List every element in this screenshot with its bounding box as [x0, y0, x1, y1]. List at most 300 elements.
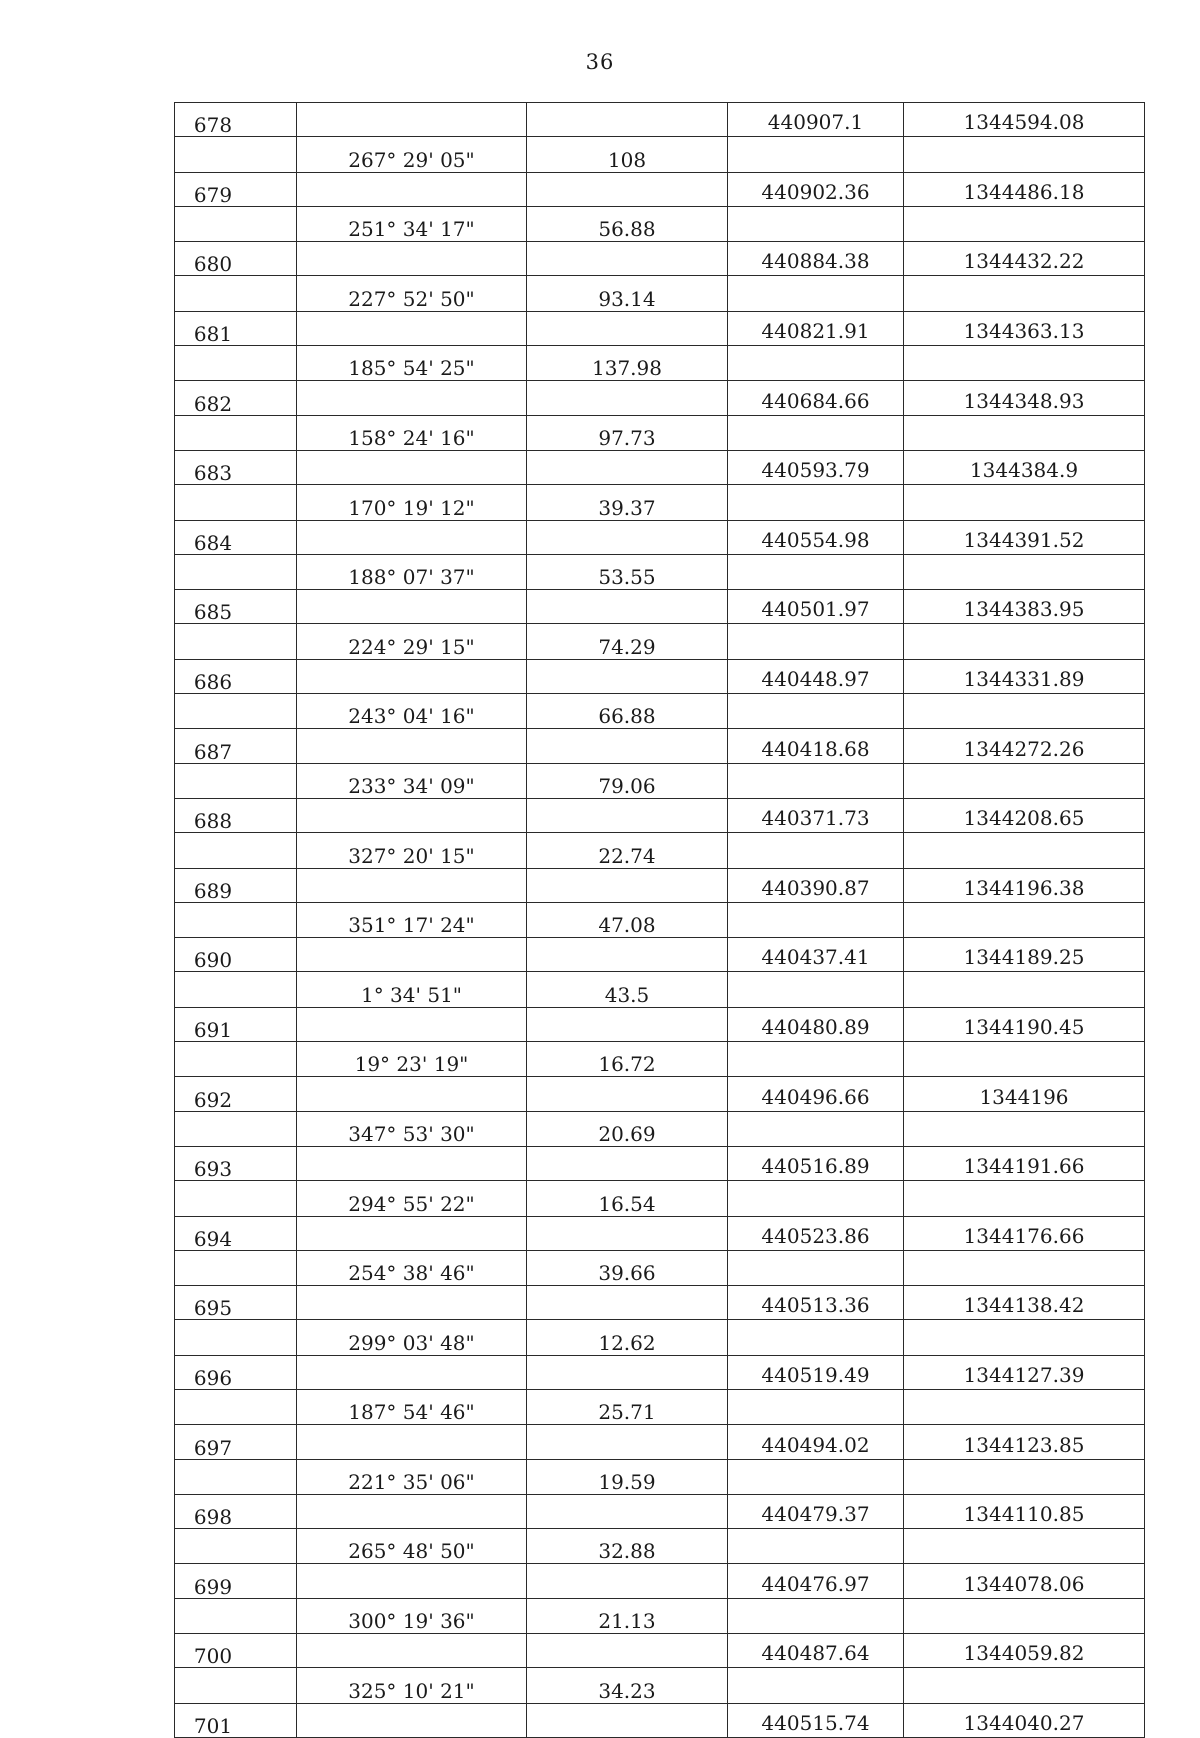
table-row-course [175, 1042, 1145, 1077]
table-row-course [175, 206, 1145, 241]
easting-cell: 1344078.06 [904, 1564, 1145, 1598]
table-row-course [175, 972, 1145, 1007]
point-number-cell [175, 381, 297, 415]
bearing-cell: 221° 35' 06" [297, 1459, 527, 1494]
northing-cell: 440516.89 [728, 1146, 904, 1180]
easting-cell: 1344384.9 [904, 450, 1145, 484]
table-row-course [175, 833, 1145, 868]
distance-cell [527, 242, 728, 276]
bearing-cell: 188° 07' 37" [297, 554, 527, 589]
bearing-cell [297, 1703, 527, 1737]
northing-cell [728, 346, 904, 381]
distance-cell [527, 729, 728, 763]
easting-cell: 1344138.42 [904, 1286, 1145, 1320]
northing-cell [728, 1181, 904, 1216]
distance-cell: 39.37 [527, 485, 728, 520]
bearing-cell: 1° 34' 51" [297, 972, 527, 1007]
easting-cell: 1344110.85 [904, 1494, 1145, 1528]
easting-cell [904, 1250, 1145, 1285]
northing-cell [728, 1389, 904, 1424]
northing-cell: 440519.49 [728, 1355, 904, 1389]
northing-cell: 440554.98 [728, 520, 904, 554]
distance-cell [527, 1703, 728, 1737]
easting-cell: 1344594.08 [904, 103, 1145, 137]
point-number-cell [175, 1216, 297, 1250]
easting-cell [904, 902, 1145, 937]
easting-cell: 1344190.45 [904, 1007, 1145, 1041]
distance-cell: 56.88 [527, 206, 728, 241]
point-number-cell [175, 1459, 297, 1494]
bearing-cell: 233° 34' 09" [297, 763, 527, 798]
point-number-cell [175, 242, 297, 276]
point-number-text: 682 [193, 391, 233, 416]
bearing-cell: 325° 10' 21" [297, 1668, 527, 1703]
distance-cell: 39.66 [527, 1250, 728, 1285]
table-row-course [175, 1459, 1145, 1494]
northing-cell: 440523.86 [728, 1216, 904, 1250]
distance-cell: 12.62 [527, 1320, 728, 1355]
distance-cell: 108 [527, 137, 728, 172]
point-number-cell [175, 1529, 297, 1564]
bearing-cell: 351° 17' 24" [297, 902, 527, 937]
distance-cell: 66.88 [527, 694, 728, 729]
bearing-cell: 251° 34' 17" [297, 206, 527, 241]
table-row-point [175, 450, 1145, 484]
distance-cell: 25.71 [527, 1389, 728, 1424]
table-row-course [175, 1598, 1145, 1633]
distance-cell [527, 450, 728, 484]
distance-cell [527, 103, 728, 137]
point-number-text: 690 [193, 948, 233, 973]
bearing-cell: 327° 20' 15" [297, 833, 527, 868]
table-row-point [175, 729, 1145, 763]
northing-cell: 440479.37 [728, 1494, 904, 1528]
point-number-text: 696 [193, 1365, 233, 1390]
table-row-course [175, 1389, 1145, 1424]
easting-cell [904, 1389, 1145, 1424]
distance-cell: 97.73 [527, 415, 728, 450]
distance-cell: 47.08 [527, 902, 728, 937]
northing-cell: 440501.97 [728, 590, 904, 624]
distance-cell: 32.88 [527, 1529, 728, 1564]
point-number-text: 688 [193, 809, 233, 834]
bearing-cell: 267° 29' 05" [297, 137, 527, 172]
table-row-point [175, 1216, 1145, 1250]
point-number-cell [175, 798, 297, 832]
bearing-cell [297, 1216, 527, 1250]
easting-cell [904, 1598, 1145, 1633]
bearing-cell [297, 590, 527, 624]
point-number-cell [175, 833, 297, 868]
easting-cell [904, 694, 1145, 729]
point-number-cell [175, 520, 297, 554]
bearing-cell [297, 798, 527, 832]
northing-cell [728, 763, 904, 798]
table-row-point [175, 1146, 1145, 1180]
northing-cell: 440515.74 [728, 1703, 904, 1737]
northing-cell [728, 1529, 904, 1564]
table-row-point [175, 868, 1145, 902]
northing-cell [728, 833, 904, 868]
point-number-cell [175, 172, 297, 206]
distance-cell [527, 1425, 728, 1459]
distance-cell: 43.5 [527, 972, 728, 1007]
point-number-cell [175, 1668, 297, 1703]
distance-cell: 34.23 [527, 1668, 728, 1703]
table-row-point [175, 798, 1145, 832]
easting-cell: 1344196 [904, 1077, 1145, 1111]
bearing-cell: 347° 53' 30" [297, 1111, 527, 1146]
easting-cell [904, 206, 1145, 241]
point-number-cell [175, 624, 297, 659]
point-number-cell [175, 729, 297, 763]
distance-cell [527, 520, 728, 554]
bearing-cell: 294° 55' 22" [297, 1181, 527, 1216]
easting-cell: 1344176.66 [904, 1216, 1145, 1250]
bearing-cell [297, 1077, 527, 1111]
northing-cell [728, 206, 904, 241]
bearing-cell: 187° 54' 46" [297, 1389, 527, 1424]
northing-cell [728, 902, 904, 937]
table-row-course [175, 624, 1145, 659]
table-row-point [175, 103, 1145, 137]
easting-cell: 1344348.93 [904, 381, 1145, 415]
bearing-cell: 254° 38' 46" [297, 1250, 527, 1285]
table-row-point [175, 1564, 1145, 1598]
easting-cell [904, 1320, 1145, 1355]
bearing-cell [297, 1634, 527, 1668]
distance-cell [527, 798, 728, 832]
table-row-course [175, 1529, 1145, 1564]
point-number-cell [175, 206, 297, 241]
point-number-cell [175, 1077, 297, 1111]
easting-cell: 1344040.27 [904, 1703, 1145, 1737]
easting-cell: 1344331.89 [904, 659, 1145, 693]
point-number-text: 685 [193, 600, 233, 625]
distance-cell [527, 1355, 728, 1389]
point-number-cell [175, 1007, 297, 1041]
easting-cell: 1344391.52 [904, 520, 1145, 554]
northing-cell [728, 1250, 904, 1285]
distance-cell: 19.59 [527, 1459, 728, 1494]
point-number-text: 692 [193, 1087, 233, 1112]
bearing-cell [297, 1425, 527, 1459]
point-number-cell [175, 103, 297, 137]
bearing-cell [297, 311, 527, 345]
point-number-cell [175, 1286, 297, 1320]
bearing-cell [297, 381, 527, 415]
bearing-cell [297, 868, 527, 902]
easting-cell: 1344208.65 [904, 798, 1145, 832]
point-number-cell [175, 346, 297, 381]
easting-cell [904, 554, 1145, 589]
distance-cell: 93.14 [527, 276, 728, 311]
bearing-cell [297, 1007, 527, 1041]
northing-cell [728, 415, 904, 450]
point-number-cell [175, 1355, 297, 1389]
point-number-cell [175, 1389, 297, 1424]
distance-cell: 20.69 [527, 1111, 728, 1146]
easting-cell [904, 415, 1145, 450]
northing-cell [728, 276, 904, 311]
table-row-point [175, 381, 1145, 415]
point-number-text: 680 [193, 252, 233, 277]
point-number-text: 695 [193, 1296, 233, 1321]
easting-cell [904, 485, 1145, 520]
table-row-course [175, 346, 1145, 381]
bearing-cell: 170° 19' 12" [297, 485, 527, 520]
point-number-cell [175, 554, 297, 589]
northing-cell: 440907.1 [728, 103, 904, 137]
table-row-course [175, 694, 1145, 729]
easting-cell: 1344123.85 [904, 1425, 1145, 1459]
northing-cell [728, 1598, 904, 1633]
northing-cell [728, 1459, 904, 1494]
point-number-cell [175, 1425, 297, 1459]
easting-cell [904, 1111, 1145, 1146]
table-row-point [175, 1007, 1145, 1041]
point-number-cell [175, 450, 297, 484]
distance-cell [527, 659, 728, 693]
point-number-cell [175, 694, 297, 729]
point-number-cell [175, 659, 297, 693]
northing-cell [728, 1668, 904, 1703]
bearing-cell [297, 172, 527, 206]
table-row-course [175, 485, 1145, 520]
table-row-course [175, 276, 1145, 311]
distance-cell: 21.13 [527, 1598, 728, 1633]
easting-cell: 1344196.38 [904, 868, 1145, 902]
table-row-point [175, 242, 1145, 276]
bearing-cell [297, 103, 527, 137]
bearing-cell [297, 1564, 527, 1598]
northing-cell: 440371.73 [728, 798, 904, 832]
point-number-text: 694 [193, 1226, 233, 1251]
distance-cell [527, 938, 728, 972]
bearing-cell [297, 1494, 527, 1528]
bearing-cell: 19° 23' 19" [297, 1042, 527, 1077]
northing-cell: 440437.41 [728, 938, 904, 972]
distance-cell [527, 311, 728, 345]
table-row-course [175, 415, 1145, 450]
northing-cell [728, 1111, 904, 1146]
distance-cell [527, 1007, 728, 1041]
northing-cell [728, 1042, 904, 1077]
northing-cell: 440821.91 [728, 311, 904, 345]
page-number: 36 [585, 50, 615, 74]
table-row-point [175, 938, 1145, 972]
table-row-point [175, 1634, 1145, 1668]
point-number-cell [175, 311, 297, 345]
easting-cell [904, 346, 1145, 381]
point-number-text: 687 [193, 739, 233, 764]
table-row-point [175, 520, 1145, 554]
easting-cell [904, 972, 1145, 1007]
northing-cell: 440496.66 [728, 1077, 904, 1111]
easting-cell: 1344383.95 [904, 590, 1145, 624]
table-row-point [175, 659, 1145, 693]
table-row-course [175, 1181, 1145, 1216]
point-number-cell [175, 938, 297, 972]
point-number-text: 698 [193, 1505, 233, 1530]
northing-cell: 440684.66 [728, 381, 904, 415]
point-number-cell [175, 1042, 297, 1077]
easting-cell: 1344191.66 [904, 1146, 1145, 1180]
point-number-text: 701 [193, 1713, 233, 1738]
point-number-cell [175, 137, 297, 172]
bearing-cell [297, 1146, 527, 1180]
distance-cell: 74.29 [527, 624, 728, 659]
bearing-cell [297, 242, 527, 276]
table-row-point [175, 590, 1145, 624]
bearing-cell [297, 450, 527, 484]
point-number-text: 683 [193, 461, 233, 486]
distance-cell [527, 172, 728, 206]
northing-cell: 440390.87 [728, 868, 904, 902]
northing-cell [728, 972, 904, 1007]
bearing-cell: 227° 52' 50" [297, 276, 527, 311]
distance-cell: 53.55 [527, 554, 728, 589]
northing-cell [728, 1320, 904, 1355]
bearing-cell [297, 1286, 527, 1320]
bearing-cell: 158° 24' 16" [297, 415, 527, 450]
point-number-text: 689 [193, 878, 233, 903]
point-number-text: 678 [193, 113, 233, 138]
bearing-cell [297, 729, 527, 763]
easting-cell [904, 276, 1145, 311]
point-number-cell [175, 590, 297, 624]
easting-cell: 1344272.26 [904, 729, 1145, 763]
distance-cell: 16.54 [527, 1181, 728, 1216]
point-number-cell [175, 1703, 297, 1737]
survey-coordinates-table [174, 102, 1145, 1738]
northing-cell: 440480.89 [728, 1007, 904, 1041]
table-row-point [175, 311, 1145, 345]
bearing-cell: 185° 54' 25" [297, 346, 527, 381]
point-number-text: 693 [193, 1157, 233, 1182]
distance-cell [527, 1564, 728, 1598]
point-number-text: 686 [193, 670, 233, 695]
table-row-course [175, 1111, 1145, 1146]
distance-cell [527, 868, 728, 902]
distance-cell [527, 590, 728, 624]
northing-cell: 440513.36 [728, 1286, 904, 1320]
table-row-point [175, 1355, 1145, 1389]
bearing-cell [297, 1355, 527, 1389]
point-number-cell [175, 415, 297, 450]
distance-cell [527, 1494, 728, 1528]
distance-cell: 22.74 [527, 833, 728, 868]
bearing-cell: 299° 03' 48" [297, 1320, 527, 1355]
easting-cell: 1344363.13 [904, 311, 1145, 345]
easting-cell [904, 1181, 1145, 1216]
northing-cell [728, 624, 904, 659]
distance-cell [527, 1634, 728, 1668]
easting-cell: 1344486.18 [904, 172, 1145, 206]
table-row-course [175, 1320, 1145, 1355]
northing-cell: 440494.02 [728, 1425, 904, 1459]
distance-cell [527, 1146, 728, 1180]
easting-cell [904, 1529, 1145, 1564]
easting-cell: 1344189.25 [904, 938, 1145, 972]
survey-table-container [174, 102, 1144, 1738]
table-row-course [175, 902, 1145, 937]
bearing-cell: 224° 29' 15" [297, 624, 527, 659]
northing-cell: 440902.36 [728, 172, 904, 206]
table-row-course [175, 554, 1145, 589]
distance-cell [527, 1077, 728, 1111]
bearing-cell: 265° 48' 50" [297, 1529, 527, 1564]
point-number-text: 691 [193, 1018, 233, 1043]
easting-cell: 1344127.39 [904, 1355, 1145, 1389]
northing-cell: 440593.79 [728, 450, 904, 484]
point-number-cell [175, 1634, 297, 1668]
table-row-point [175, 1703, 1145, 1737]
point-number-text: 681 [193, 322, 233, 347]
northing-cell [728, 694, 904, 729]
easting-cell [904, 624, 1145, 659]
bearing-cell [297, 520, 527, 554]
point-number-cell [175, 1181, 297, 1216]
point-number-cell [175, 1250, 297, 1285]
easting-cell [904, 137, 1145, 172]
northing-cell: 440476.97 [728, 1564, 904, 1598]
northing-cell [728, 137, 904, 172]
point-number-cell [175, 868, 297, 902]
northing-cell: 440487.64 [728, 1634, 904, 1668]
distance-cell [527, 1216, 728, 1250]
easting-cell [904, 1042, 1145, 1077]
distance-cell [527, 381, 728, 415]
bearing-cell: 243° 04' 16" [297, 694, 527, 729]
easting-cell [904, 1459, 1145, 1494]
northing-cell: 440448.97 [728, 659, 904, 693]
point-number-cell [175, 1111, 297, 1146]
distance-cell [527, 1286, 728, 1320]
point-number-cell [175, 1320, 297, 1355]
point-number-text: 697 [193, 1435, 233, 1460]
point-number-text: 679 [193, 182, 233, 207]
table-row-point [175, 1494, 1145, 1528]
point-number-cell [175, 763, 297, 798]
survey-table-body [175, 103, 1145, 1738]
easting-cell [904, 763, 1145, 798]
distance-cell: 16.72 [527, 1042, 728, 1077]
bearing-cell [297, 659, 527, 693]
point-number-text: 700 [193, 1644, 233, 1669]
point-number-text: 699 [193, 1574, 233, 1599]
table-row-point [175, 1286, 1145, 1320]
northing-cell [728, 554, 904, 589]
point-number-cell [175, 1146, 297, 1180]
table-row-point [175, 1077, 1145, 1111]
northing-cell: 440884.38 [728, 242, 904, 276]
table-row-course [175, 1250, 1145, 1285]
northing-cell: 440418.68 [728, 729, 904, 763]
distance-cell: 137.98 [527, 346, 728, 381]
table-row-point [175, 172, 1145, 206]
point-number-cell [175, 972, 297, 1007]
point-number-cell [175, 902, 297, 937]
table-row-course [175, 1668, 1145, 1703]
easting-cell: 1344432.22 [904, 242, 1145, 276]
distance-cell: 79.06 [527, 763, 728, 798]
easting-cell [904, 833, 1145, 868]
point-number-cell [175, 1598, 297, 1633]
table-row-course [175, 137, 1145, 172]
table-row-point [175, 1425, 1145, 1459]
point-number-cell [175, 485, 297, 520]
